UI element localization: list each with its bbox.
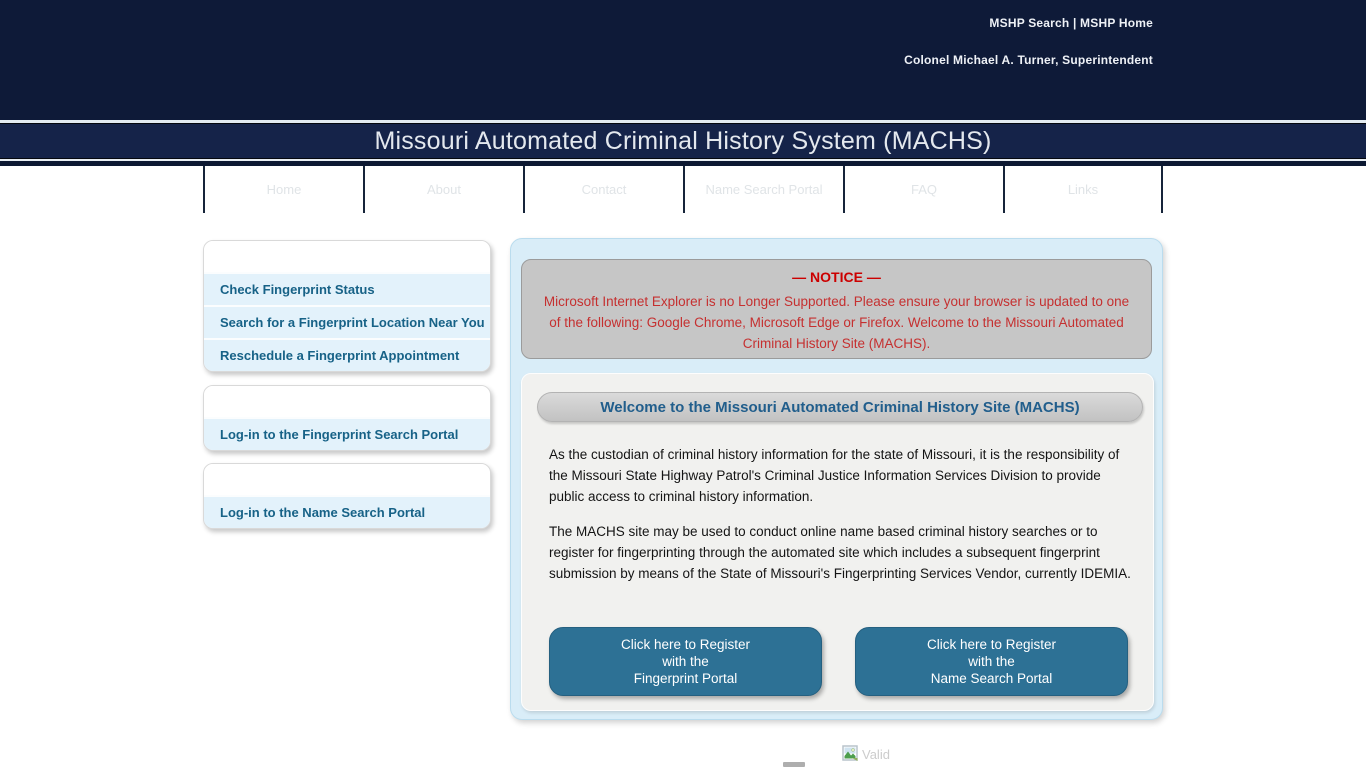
title-band <box>0 123 1366 159</box>
welcome-heading-text: Welcome to the Missouri Automated Criminal History Site (MACHS) <box>600 398 1080 416</box>
nav-item-faq[interactable]: FAQ <box>843 166 1003 213</box>
nav-item-links[interactable]: Links <box>1003 166 1163 213</box>
sidebar-item-login-name-search-portal[interactable]: Log-in to the Name Search Portal <box>204 495 490 528</box>
main-nav <box>203 166 1165 213</box>
register-fingerprint-portal-button[interactable] <box>549 627 822 696</box>
nav-item-name-search-portal[interactable]: Name Search Portal <box>683 166 843 213</box>
sidebar-box-fingerprint-actions <box>203 240 491 372</box>
header-right-block <box>904 16 1153 67</box>
welcome-paragraph-1: As the custodian of criminal history information for the state of Missouri, it is the responsibility of the Missouri State Highway Patrol's Criminal Justice Information Services Division to provide public access to criminal history information. <box>549 447 1120 504</box>
browser-notice-box <box>521 259 1152 359</box>
nav-item-about[interactable]: About <box>363 166 523 213</box>
sidebar-box-header <box>204 241 490 272</box>
button-line: Name Search Portal <box>930 671 1053 686</box>
sidebar-item-login-fingerprint-portal[interactable]: Log-in to the Fingerprint Search Portal <box>204 417 490 450</box>
sidebar-box-fingerprint-login <box>203 385 491 451</box>
sidebar-item-reschedule-fingerprint-appointment[interactable]: Reschedule a Fingerprint Appointment <box>204 338 490 371</box>
welcome-heading-pill <box>537 392 1143 422</box>
top-header <box>0 0 1366 120</box>
sidebar-item-search-fingerprint-location[interactable]: Search for a Fingerprint Location Near You <box>204 305 490 338</box>
button-line: Fingerprint Portal <box>633 671 738 686</box>
sidebar-box-header <box>204 386 490 417</box>
register-name-search-portal-button[interactable] <box>855 627 1128 696</box>
valid-badge-label: Valid <box>862 747 890 762</box>
page-title: Missouri Automated Criminal History System (MACHS) <box>374 126 992 155</box>
notice-title: — NOTICE — <box>792 269 881 285</box>
nav-item-contact[interactable]: Contact <box>523 166 683 213</box>
button-line: with the <box>968 654 1015 669</box>
broken-image-icon <box>842 745 859 762</box>
valid-badge-link[interactable] <box>842 745 890 762</box>
notice-body-text: Microsoft Internet Explorer is no Longer Supported. Please ensure your browser is updated to one of the following: Google Chrome, Microsoft Edge or Firefox. Welcome to the Missouri Automated Criminal History Site (MACHS). <box>543 294 1130 351</box>
partial-footer-element <box>783 762 805 767</box>
sidebar-item-check-fingerprint-status[interactable]: Check Fingerprint Status <box>204 272 490 305</box>
button-line: Click here to Register <box>620 637 751 652</box>
button-line: Click here to Register <box>926 637 1057 652</box>
welcome-paragraph-2: The MACHS site may be used to conduct online name based criminal history searches or to register for fingerprinting through the automated site which includes a subsequent fingerprint submission by means of the State of Missouri's Fingerprinting Services Vendor, currently IDEMIA. <box>549 524 1131 581</box>
superintendent-text: Colonel Michael A. Turner, Superintendent <box>904 53 1153 67</box>
button-line: with the <box>662 654 709 669</box>
sidebar-box-header <box>204 464 490 495</box>
welcome-section <box>521 373 1154 711</box>
main-content-panel <box>510 238 1163 720</box>
nav-item-home[interactable]: Home <box>203 166 363 213</box>
sidebar-box-name-search-login <box>203 463 491 529</box>
mshp-header-links[interactable]: MSHP Search | MSHP Home <box>989 16 1153 30</box>
